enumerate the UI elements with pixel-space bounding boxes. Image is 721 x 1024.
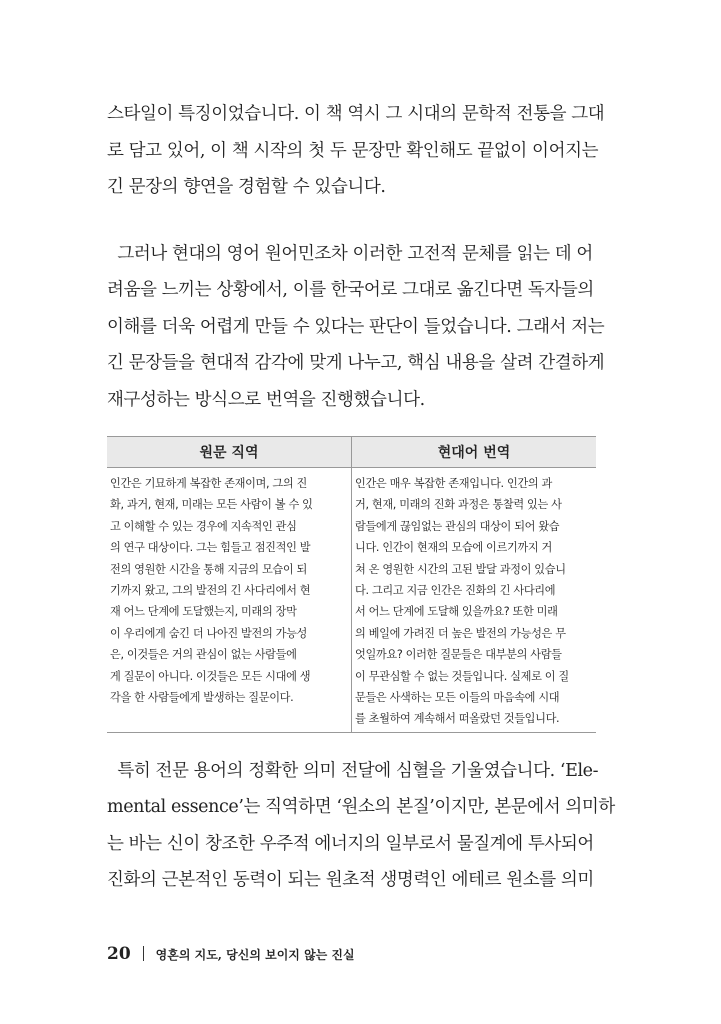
paragraph-1 xyxy=(107,96,605,206)
text-line: 진화의 근본적인 동력이 되는 원초적 생명력인 에테르 원소를 의미 xyxy=(107,870,594,891)
modern-translation-cell xyxy=(352,468,597,733)
cell-text-line: 의 연구 대상이다. 그는 힘들고 점진적인 발 xyxy=(110,541,311,555)
cell-text-line: 인간은 기묘하게 복잡한 존재이며, 그의 진 xyxy=(110,477,308,490)
cell-text-line: 문들은 사색하는 모든 이들의 마음속에 시대 xyxy=(355,691,560,705)
text-line: 려움을 느끼는 상황에서, 이를 한국어로 그대로 옮긴다면 독자들의 xyxy=(107,280,594,300)
text-line: 긴 문장들을 현대적 감각에 맞게 나누고, 핵심 내용을 살려 간결하게 xyxy=(107,353,605,373)
translation-comparison-table xyxy=(107,436,596,733)
cell-text-line: 서 어느 단계에 도달해 있을까요? 또한 미래 xyxy=(355,605,558,619)
cell-text-line: 은, 이것들은 거의 관심이 없는 사람들에 xyxy=(110,648,297,662)
cell-text-line: 쳐 온 영원한 시간의 고된 발달 과정이 있습니 xyxy=(355,562,566,576)
cell-text-line: 의 베일에 가려진 더 높은 발전의 가능성은 무 xyxy=(355,626,566,640)
text-line: 이해를 더욱 어렵게 만들 수 있다는 판단이 들었습니다. 그래서 저는 xyxy=(107,316,605,337)
cell-text-line: 람들에게 끊임없는 관심의 대상이 되어 왔습 xyxy=(355,519,560,533)
cell-text-line: 이 무관심할 수 없는 것들입니다. 실제로 이 질 xyxy=(355,669,569,683)
cell-text-line: 게 질문이 아니다. 이것들은 모든 시대에 생 xyxy=(110,669,311,683)
text-line: 스타일이 특징이었습니다. 이 책 역시 그 시대의 문학적 전통을 그대 xyxy=(107,104,605,124)
text-line: 는 바는 신이 창조한 우주적 에너지의 일부로서 물질계에 투사되어 xyxy=(107,833,594,854)
cell-text-line: 각을 한 사람들에게 발생하는 질문이다. xyxy=(110,691,294,705)
cell-text-line: 고 이해할 수 있는 경우에 지속적인 관심 xyxy=(110,519,297,533)
text-line: 재구성하는 방식으로 번역을 진행했습니다. xyxy=(107,389,425,410)
page-number: 20 xyxy=(107,944,131,964)
page-body xyxy=(107,96,615,899)
text-line: 긴 문장의 향연을 경험할 수 있습니다. xyxy=(107,177,386,197)
paragraph-2 xyxy=(107,236,605,419)
text-line: 특히 전문 용어의 정확한 의미 전달에 심혈을 기울였습니다. ‘Ele- xyxy=(107,760,599,781)
paragraph-3 xyxy=(107,753,615,899)
header-literal: 원문 직역 xyxy=(107,437,352,468)
text-line: 그러나 현대의 영어 원어민조차 이러한 고전적 문체를 읽는 데 어 xyxy=(107,243,593,264)
cell-text-line: 인간은 매우 복잡한 존재입니다. 인간의 과 xyxy=(355,477,553,490)
cell-text-line: 전의 영원한 시간을 통해 지금의 모습이 되 xyxy=(110,562,308,576)
cell-text-line: 엇일까요? 이러한 질문들은 대부분의 사람들 xyxy=(355,648,562,662)
text-line: mental essence’는 직역하면 ‘원소의 본질’이지만, 본문에서 의미하 xyxy=(107,797,615,818)
page-footer xyxy=(107,944,355,964)
cell-text-line: 를 초월하여 계속해서 떠올랐던 것들입니다. xyxy=(355,712,560,726)
cell-text-line: 재 어느 단계에 도달했는지, 미래의 장막 xyxy=(110,605,297,619)
cell-text-line: 화, 과거, 현재, 미래는 모든 사람이 볼 수 있 xyxy=(110,498,313,512)
literal-translation-cell xyxy=(107,468,352,733)
text-line: 로 담고 있어, 이 책 시작의 첫 두 문장만 확인해도 끝없이 이어지는 xyxy=(107,140,599,161)
footer-divider xyxy=(143,946,144,961)
cell-text-line: 다. 그리고 지금 인간은 진화의 긴 사다리에 xyxy=(355,584,556,598)
cell-text-line: 이 우리에게 숨긴 더 나아진 발전의 가능성 xyxy=(110,626,308,640)
running-title: 영혼의 지도, 당신의 보이지 않는 진실 xyxy=(155,948,355,962)
cell-text-line: 거, 현재, 미래의 진화 과정은 통찰력 있는 사 xyxy=(355,498,562,512)
cell-text-line: 기까지 왔고, 그의 발전의 긴 사다리에서 현 xyxy=(110,584,311,598)
cell-text-line: 니다. 인간이 현재의 모습에 이르기까지 거 xyxy=(355,541,553,555)
header-modern: 현대어 번역 xyxy=(352,437,597,468)
